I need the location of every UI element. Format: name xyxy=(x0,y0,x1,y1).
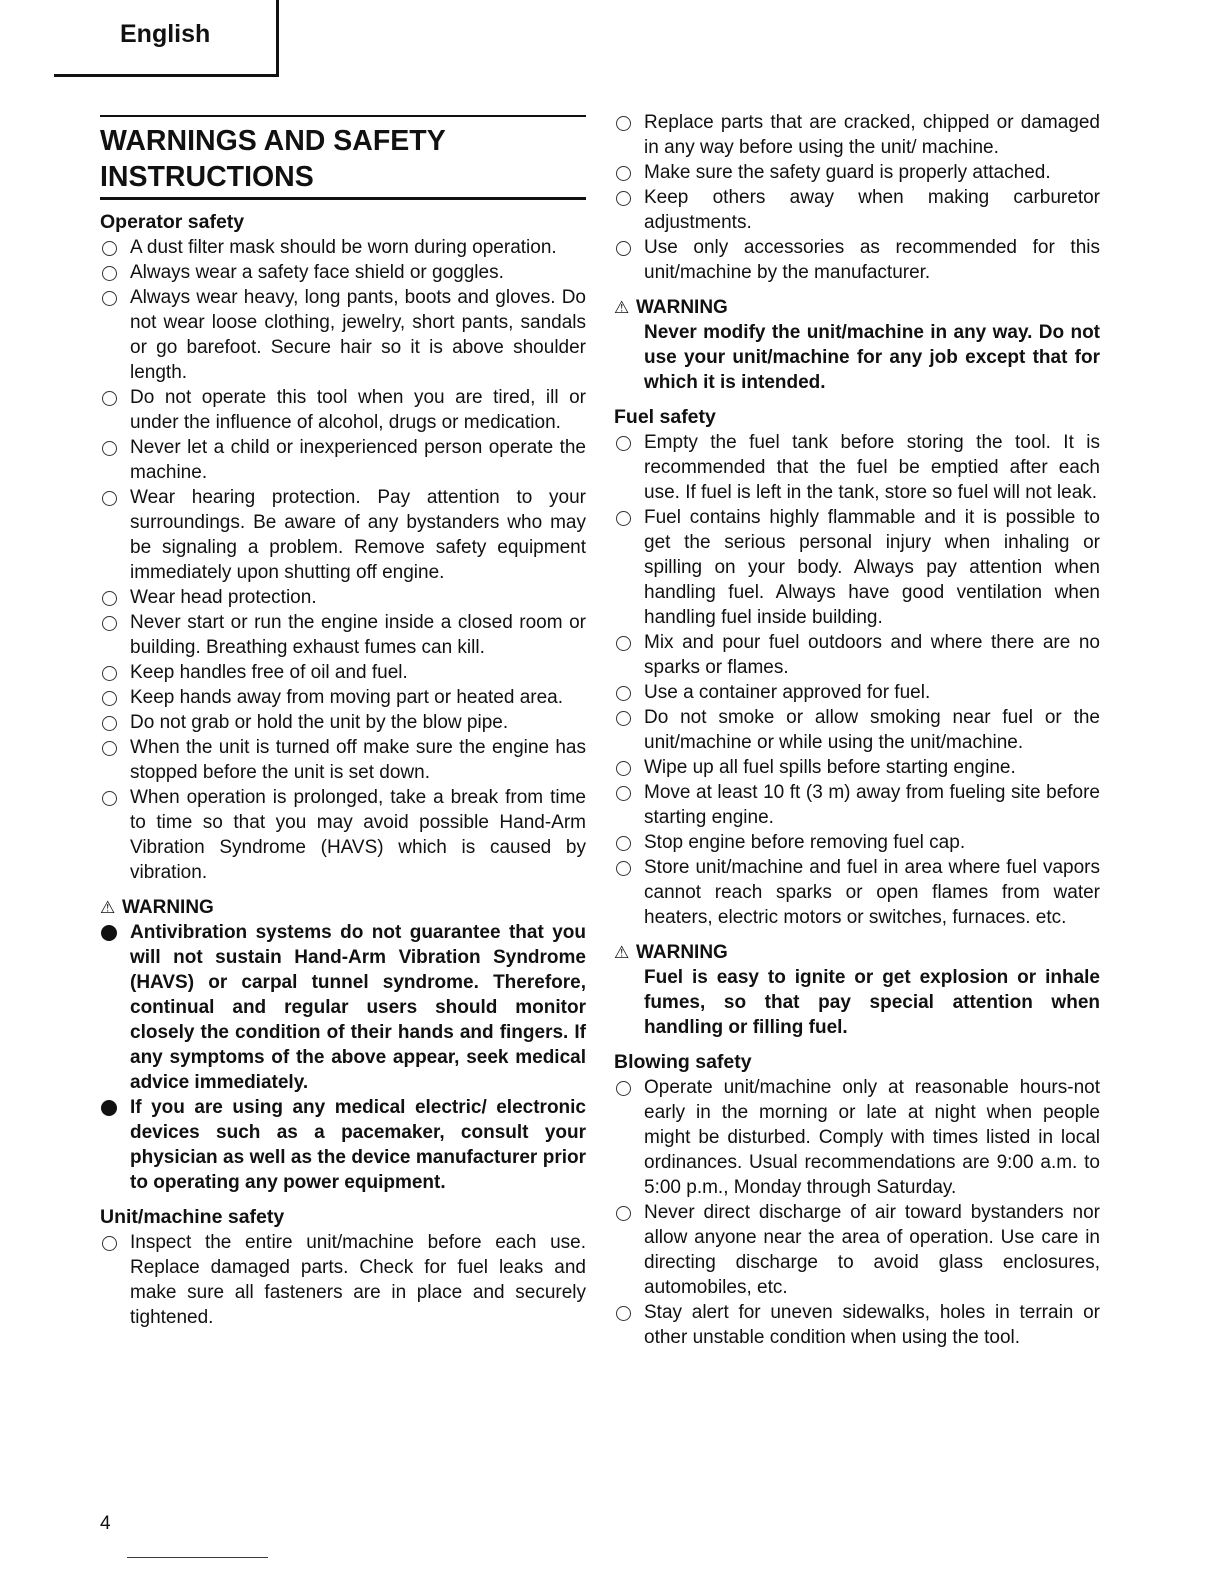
warning-label: WARNING xyxy=(636,942,728,963)
list-item: Store unit/machine and fuel in area where fuel vapors cannot reach sparks or open flames from water heaters, electric motors or switches, furnaces. etc. xyxy=(614,855,1100,930)
list-item: Never start or run the engine inside a closed room or building. Breathing exhaust fumes can kill. xyxy=(100,610,586,660)
list-item: Use a container approved for fuel. xyxy=(614,680,1100,705)
operator-safety-list xyxy=(100,235,586,885)
list-item: When the unit is turned off make sure the engine has stopped before the unit is set down. xyxy=(100,735,586,785)
list-item: Do not smoke or allow smoking near fuel or the unit/machine or while using the unit/machine. xyxy=(614,705,1100,755)
page-title: WARNINGS AND SAFETY INSTRUCTIONS xyxy=(100,115,586,200)
warning-item: Antivibration systems do not guarantee that you will not sustain Hand-Arm Vibration Syndrome (HAVS) or carpal tunnel syndrome. Therefore, continual and regular users should monitor closely the condition of their hands and fingers. If any symptoms of the above appear, seek medical advice immediately. xyxy=(100,920,586,1095)
warning-triangle-icon: ⚠ xyxy=(614,943,630,962)
list-item: Wear hearing protection. Pay attention to your surroundings. Be aware of any bystanders who may be signaling a problem. Remove safety equipment immediately upon shutting off engine. xyxy=(100,485,586,585)
right-column xyxy=(614,110,1100,1350)
list-item: Keep handles free of oil and fuel. xyxy=(100,660,586,685)
list-item: Always wear heavy, long pants, boots and gloves. Do not wear loose clothing, jewelry, short pants, sandals or go barefoot. Secure hair so it is above shoulder length. xyxy=(100,285,586,385)
warning-label: WARNING xyxy=(122,897,214,918)
list-item: Wipe up all fuel spills before starting engine. xyxy=(614,755,1100,780)
list-item: Keep hands away from moving part or heated area. xyxy=(100,685,586,710)
list-item: Never direct discharge of air toward bystanders nor allow anyone near the area of operation. Use care in directing discharge to avoid glass enclosures, automobiles, etc. xyxy=(614,1200,1100,1300)
list-item: A dust filter mask should be worn during operation. xyxy=(100,235,586,260)
list-item: Wear head protection. xyxy=(100,585,586,610)
blowing-safety-heading: Blowing safety xyxy=(614,1051,752,1073)
list-item: Do not operate this tool when you are tired, ill or under the influence of alcohol, drugs or medication. xyxy=(100,385,586,435)
language-tab xyxy=(54,0,279,77)
list-item: Inspect the entire unit/machine before each use. Replace damaged parts. Check for fuel leaks and make sure all fasteners are in place and securely tightened. xyxy=(100,1230,586,1330)
warning-heading xyxy=(100,895,586,920)
warning-text: Never modify the unit/machine in any way. Do not use your unit/machine for any job except that for which it is intended. xyxy=(644,322,1100,393)
unit-safety-list xyxy=(100,1230,586,1330)
list-item: Do not grab or hold the unit by the blow pipe. xyxy=(100,710,586,735)
fuel-safety-heading: Fuel safety xyxy=(614,406,716,428)
warning-list xyxy=(100,920,586,1195)
list-item: Operate unit/machine only at reasonable hours-not early in the morning or late at night when people might be disturbed. Comply with times listed in local ordinances. Usual recommendations are 9:00 a.m. to 5:00 p.m., Monday through Saturday. xyxy=(614,1075,1100,1200)
warning-item: If you are using any medical electric/ electronic devices such as a pacemaker, consult your physician as well as the device manufacturer prior to operating any power equipment. xyxy=(100,1095,586,1195)
warning-heading xyxy=(614,940,1100,965)
list-item: Always wear a safety face shield or goggles. xyxy=(100,260,586,285)
warning-label: WARNING xyxy=(636,297,728,318)
language-label: English xyxy=(120,20,211,48)
unit-safety-list-continued xyxy=(614,110,1100,285)
list-item: Replace parts that are cracked, chipped or damaged in any way before using the unit/ machine. xyxy=(614,110,1100,160)
blowing-safety-list xyxy=(614,1075,1100,1350)
unit-safety-heading: Unit/machine safety xyxy=(100,1206,285,1228)
left-column xyxy=(100,110,586,1330)
list-item: Stay alert for uneven sidewalks, holes in terrain or other unstable condition when using the tool. xyxy=(614,1300,1100,1350)
warning-heading xyxy=(614,295,1100,320)
list-item: Make sure the safety guard is properly attached. xyxy=(614,160,1100,185)
list-item: Stop engine before removing fuel cap. xyxy=(614,830,1100,855)
list-item: Mix and pour fuel outdoors and where there are no sparks or flames. xyxy=(614,630,1100,680)
list-item: Fuel contains highly flammable and it is possible to get the serious personal injury when inhaling or spilling on your body. Always pay attention when handling fuel. Always have good ventilation when handling fuel inside building. xyxy=(614,505,1100,630)
fuel-safety-list xyxy=(614,430,1100,930)
warning-triangle-icon: ⚠ xyxy=(614,298,630,317)
list-item: Empty the fuel tank before storing the tool. It is recommended that the fuel be emptied after each use. If fuel is left in the tank, store so fuel will not leak. xyxy=(614,430,1100,505)
list-item: Keep others away when making carburetor adjustments. xyxy=(614,185,1100,235)
warning-text: Fuel is easy to ignite or get explosion or inhale fumes, so that pay special attention when handling or filling fuel. xyxy=(644,967,1100,1038)
list-item: Never let a child or inexperienced person operate the machine. xyxy=(100,435,586,485)
footer-rule xyxy=(127,1557,268,1558)
list-item: Move at least 10 ft (3 m) away from fueling site before starting engine. xyxy=(614,780,1100,830)
page-number: 4 xyxy=(100,1513,111,1534)
list-item: When operation is prolonged, take a break from time to time so that you may avoid possible Hand-Arm Vibration Syndrome (HAVS) which is caused by vibration. xyxy=(100,785,586,885)
warning-triangle-icon: ⚠ xyxy=(100,898,116,917)
list-item: Use only accessories as recommended for this unit/machine by the manufacturer. xyxy=(614,235,1100,285)
operator-safety-heading: Operator safety xyxy=(100,211,245,233)
